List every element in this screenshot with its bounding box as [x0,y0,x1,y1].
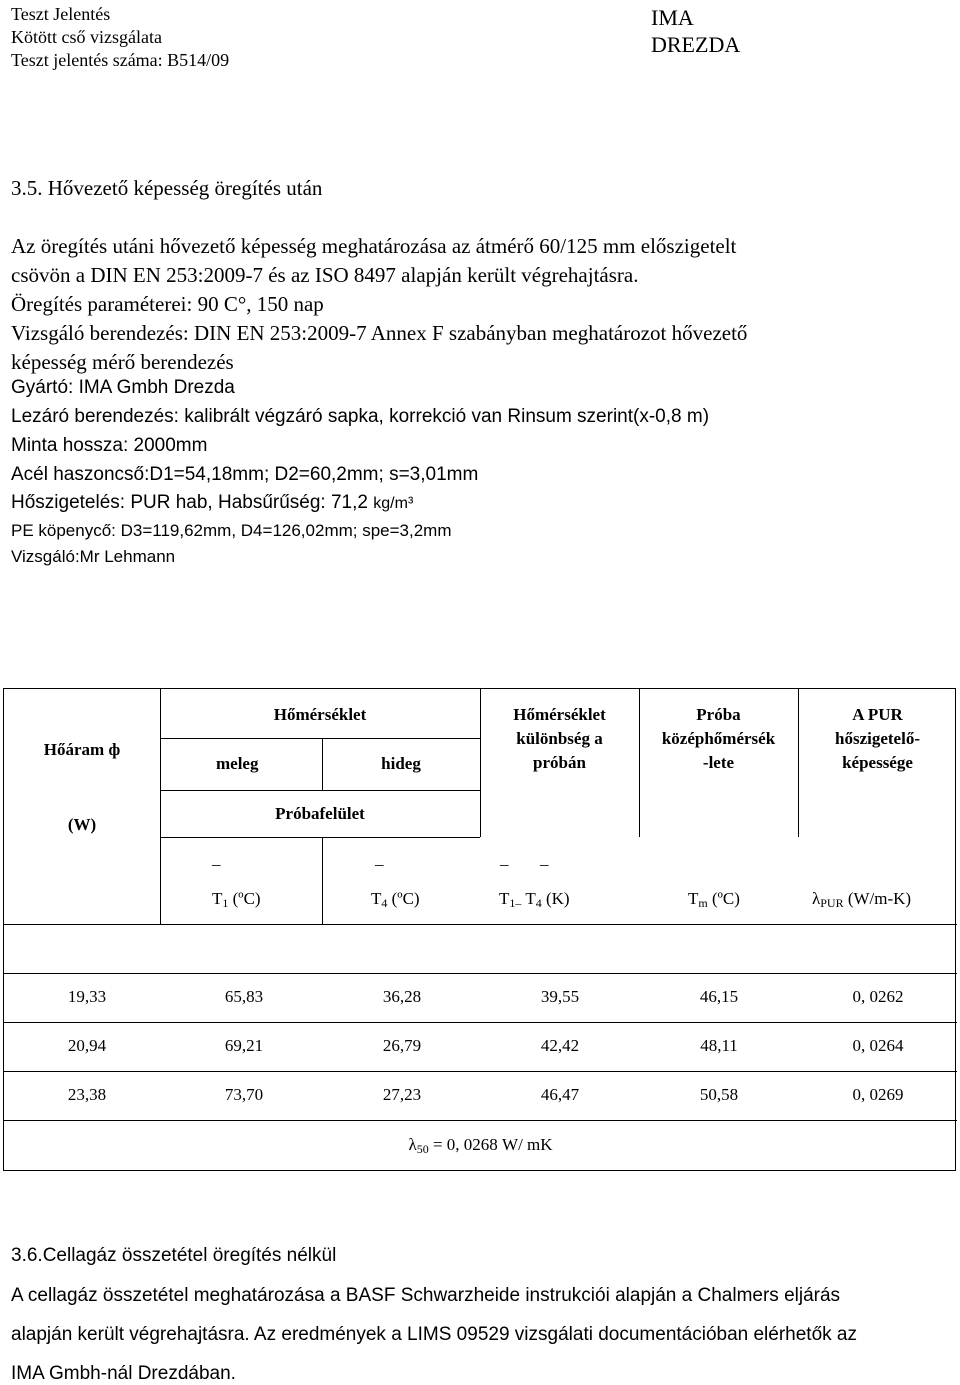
cold-header: hideg [381,754,421,773]
paragraph-line: A cellagáz összetétel meghatározása a BASF Schwarzheide instrukciói alapján a Chalmers eljárás [11,1285,841,1306]
sample-length: Minta hossza: 2000mm [11,435,208,456]
section-3-5-title: 3.5. Hővezető képesség öregítés után [11,176,323,200]
paragraph-line: Az öregítés utáni hővezető képesség meghatározása az átmérő 60/125 mm előszigetelt [11,234,737,258]
table-cell: 23,38 [67,1085,107,1104]
aging-parameters: Öregítés paraméterei: 90 C°, 150 nap [11,292,324,316]
insulation-specs [11,492,413,514]
report-title: Teszt Jelentés [11,4,111,24]
t1-unit: $T_1$ (ºC) [212,889,261,910]
mean-temp-header: Próba középhőmérsék -lete [661,705,776,772]
table-cell: 26,79 [382,1036,422,1055]
table-cell: 36,28 [382,987,422,1006]
temp-diff-header: Hőmérséklet különbség a próbán [513,705,606,772]
paragraph-line: IMA Gmbh-nál Drezdában. [11,1363,236,1384]
table-cell: 42,42 [540,1036,580,1055]
table-cell: 46,47 [540,1085,580,1104]
table-cell: 0, 0264 [852,1036,904,1055]
table-cell: 39,55 [540,987,580,1006]
section-3-6-title: 3.6.Cellagáz összetétel öregítés nélkül [11,1245,337,1266]
sample-surface-header: Próbafelület [275,804,365,823]
table-cell: 46,15 [699,987,739,1006]
table-cell: 65,83 [224,987,264,1006]
thermal-conductivity-table: Hőáram ф Hőmérséklet meleg hideg Hőmérséklet különbség a próbán Próba középhőmérsék -lete A PUR hőszigetelő- képessége (W) Próbafelület _ _ _ _ $T_1$ (ºC) $T_4$ (ºC) $T_{1-}$ $T_4$ (K) $T_m$ (ºC) $\lambda_{PUR}$ (W/m-K) 19,33 65,83 36,28 39,55 46,15 0, 0262 20,94 69,21 26,79 42,42 48,11 0, 0264 23,38 73,70 27,23 46,47 50,58 0, 0269 $\lambda_{50} = 0$, 0268 W/ mK [3,688,956,1171]
test-equipment: Vizsgáló berendezés: DIN EN 253:2009-7 Annex F szabányban meghatározot hővezető [11,321,748,345]
report-subtitle: Kötött cső vizsgálata [11,27,162,47]
brand-ima: IMA [651,5,694,30]
paragraph-line: csövön a DIN EN 253:2009-7 és az ISO 8497 alapján került végrehajtásra. [11,263,639,287]
manufacturer: Gyártó: IMA Gmbh Drezda [11,377,235,398]
overbar: _ [500,849,509,868]
overbar: _ [540,849,549,868]
insulation-text: Hőszigetelés: PUR hab, Habsűrűség: 71,2 [11,492,374,513]
test-equipment-cont: képesség mérő berendezés [11,350,234,374]
table-cell: 48,11 [700,1036,738,1055]
overbar: _ [212,849,221,868]
table-cell: 20,94 [67,1036,107,1055]
watt-unit-header: (W) [67,815,97,834]
temp-diff-unit: $T_{1-}$ $T_4$ (K) [499,889,570,910]
table-cell: 19,33 [67,987,107,1006]
closure-device: Lezáró berendezés: kalibrált végzáró sapka, korrekció van Rinsum szerint(x-0,8 m) [11,406,710,427]
pur-conductivity-header: A PUR hőszigetelő- képessége [835,705,920,772]
table-cell: 0, 0262 [852,987,904,1006]
table-cell: 50,58 [699,1085,739,1104]
table-cell: 27,23 [382,1085,422,1104]
temperature-header: Hőmérséklet [273,705,367,724]
heat-flow-header: Hőáram ф [43,740,121,759]
lambda-50-result: $\lambda_{50} = 0$, 0268 W/ mK [408,1135,553,1156]
table-cell: 73,70 [224,1085,264,1104]
steel-pipe-specs: Acél haszoncső:D1=54,18mm; D2=60,2mm; s=3,01mm [11,464,479,485]
tester-name: Vizsgáló:Mr Lehmann [11,547,176,566]
pe-jacket-specs: PE köpenycő: D3=119,62mm, D4=126,02mm; spe=3,2mm [11,521,452,540]
tm-unit: $T_m$ (ºC) [688,889,740,910]
brand-drezda: DREZDA [651,32,741,57]
t4-unit: $T_4$ (ºC) [371,889,420,910]
paragraph-line: alapján került végrehajtásra. Az eredmények a LIMS 09529 vizsgálati documentációban elérhetők az [11,1324,858,1345]
table-cell: 69,21 [224,1036,264,1055]
lambda-unit: $\lambda_{PUR}$ (W/m-K) [812,889,912,910]
density-unit: kg/m³ [373,495,414,512]
report-number: Teszt jelentés száma: B514/09 [11,50,230,70]
table-cell: 0, 0269 [852,1085,904,1104]
overbar: _ [375,849,384,868]
